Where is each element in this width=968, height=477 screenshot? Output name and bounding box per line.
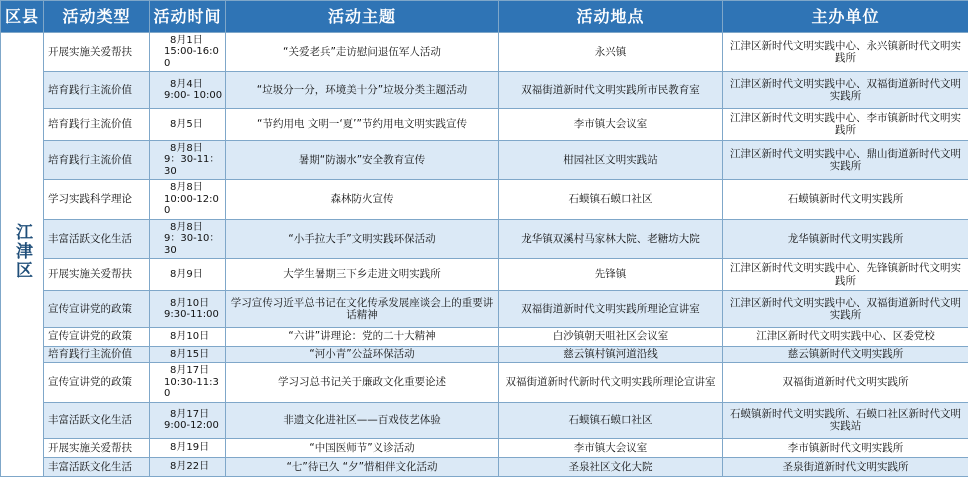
activity-date: 8月10日 [170, 297, 210, 309]
activity-date: 8月17日 [170, 365, 210, 377]
activity-location-cell: 李市镇大会议室 [499, 108, 723, 140]
activity-hours: 10:00-12:00 [164, 193, 219, 217]
activity-type-cell: 丰富活跃文化生活 [44, 402, 150, 439]
activity-date: 8月17日 [170, 408, 210, 420]
activity-location-cell: 圣泉社区文化大院 [499, 458, 723, 477]
activity-type-cell: 学习实践科学理论 [44, 180, 150, 219]
table-row [1, 259, 968, 291]
activity-location-cell: 李市镇大会议室 [499, 439, 723, 458]
activity-time-cell [150, 180, 226, 219]
organizer-cell: 李市镇新时代文明实践所 [723, 439, 968, 458]
activity-time-cell [150, 439, 226, 458]
header-organizer: 主办单位 [723, 1, 968, 33]
activity-date: 8月4日 [170, 78, 203, 90]
activity-theme-cell: “七”待已久 “夕”惜相伴文化活动 [226, 458, 499, 477]
organizer-cell: 石蟆镇新时代文明实践所、石蟆口社区新时代文明实践站 [723, 402, 968, 439]
activity-type-cell: 宣传宣讲党的政策 [44, 327, 150, 346]
activity-date: 8月5日 [170, 118, 203, 130]
activity-theme-cell: 学习习总书记关于廉政文化重要论述 [226, 363, 499, 402]
district-name: 江津区 [12, 223, 32, 280]
organizer-cell: 石蟆镇新时代文明实践所 [723, 180, 968, 219]
table-row [1, 291, 968, 328]
header-activity-theme: 活动主题 [226, 1, 499, 33]
activity-hours: 9：30-11：30 [164, 154, 220, 177]
table-row [1, 72, 968, 109]
activity-hours: 9:00- 10:00 [164, 90, 223, 102]
organizer-cell: 圣泉街道新时代文明实践所 [723, 458, 968, 477]
activity-theme-cell: 学习宣传习近平总书记在文化传承发展座谈会上的重要讲话精神 [226, 291, 499, 328]
activity-location-cell: 永兴镇 [499, 33, 723, 72]
activity-hours: 9:30-11:00 [164, 309, 219, 321]
table-row [1, 346, 968, 363]
activity-type-cell: 宣传宣讲党的政策 [44, 363, 150, 402]
activity-date: 8月19日 [170, 442, 210, 454]
table-row [1, 439, 968, 458]
header-activity-time: 活动时间 [150, 1, 226, 33]
activity-type-cell: 开展实施关爱帮扶 [44, 439, 150, 458]
activity-location-cell: 慈云镇村镇河道沿线 [499, 346, 723, 363]
activity-location-cell: 龙华镇双溪村马家林大院、老糖坊大院 [499, 219, 723, 258]
activity-location-cell: 先锋镇 [499, 259, 723, 291]
organizer-cell: 江津区新时代文明实践中心、李市镇新时代文明实践所 [723, 108, 968, 140]
activity-theme-cell: 非遗文化进社区——百戏伎艺体验 [226, 402, 499, 439]
activity-theme-cell: “关爱老兵”走访慰问退伍军人活动 [226, 33, 499, 72]
activity-time-cell [150, 33, 226, 72]
header-row [1, 1, 968, 33]
header-activity-location: 活动地点 [499, 1, 723, 33]
activity-location-cell: 双福街道新时代文明实践所市民教育室 [499, 72, 723, 109]
activity-type-cell: 培育践行主流价值 [44, 72, 150, 109]
table-row [1, 327, 968, 346]
activity-time-cell [150, 108, 226, 140]
activity-type-cell: 开展实施关爱帮扶 [44, 33, 150, 72]
organizer-cell: 江津区新时代文明实践中心、鼎山街道新时代文明实践所 [723, 141, 968, 180]
activity-date: 8月8日 [170, 182, 203, 194]
activity-hours: 15:00-16:00 [164, 46, 219, 69]
organizer-cell: 慈云镇新时代文明实践所 [723, 346, 968, 363]
table-row [1, 33, 968, 72]
organizer-cell: 江津区新时代文明实践中心、双福街道新时代文明实践所 [723, 72, 968, 109]
activity-date: 8月15日 [170, 348, 210, 360]
header-district: 区县 [1, 1, 44, 33]
activity-date: 8月8日 [170, 221, 203, 233]
table-row [1, 180, 968, 219]
activity-location-cell: 双福街道新时代文明实践所理论宣讲室 [499, 291, 723, 328]
activity-date: 8月8日 [170, 142, 203, 154]
activity-theme-cell: “小手拉大手”文明实践环保活动 [226, 219, 499, 258]
activity-hours: 9:00-12:00 [164, 420, 219, 432]
organizer-cell: 江津区新时代文明实践中心、双福街道新时代文明实践所 [723, 291, 968, 328]
activity-type-cell: 开展实施关爱帮扶 [44, 259, 150, 291]
activity-time-cell [150, 363, 226, 402]
table-row [1, 402, 968, 439]
activity-time-cell [150, 141, 226, 180]
activity-date: 8月10日 [170, 330, 210, 342]
activity-time-cell [150, 402, 226, 439]
table-row [1, 363, 968, 402]
activity-type-cell: 培育践行主流价值 [44, 141, 150, 180]
activity-time-cell [150, 72, 226, 109]
table-body [1, 33, 968, 477]
activity-time-cell [150, 259, 226, 291]
table-row [1, 108, 968, 140]
activity-theme-cell: “中国医师节”义诊活动 [226, 439, 499, 458]
table-row [1, 458, 968, 477]
activity-location-cell: 石蟆镇石蟆口社区 [499, 180, 723, 219]
activity-time-cell [150, 219, 226, 258]
activity-date: 8月9日 [170, 268, 203, 280]
table-row [1, 141, 968, 180]
activity-theme-cell: 暑期“防溺水”安全教育宣传 [226, 141, 499, 180]
activity-time-cell [150, 346, 226, 363]
activity-type-cell: 宣传宣讲党的政策 [44, 291, 150, 328]
activity-time-cell [150, 291, 226, 328]
organizer-cell: 江津区新时代文明实践中心、先锋镇新时代文明实践所 [723, 259, 968, 291]
activity-type-cell: 丰富活跃文化生活 [44, 219, 150, 258]
activity-date: 8月22日 [170, 461, 210, 473]
activity-type-cell: 培育践行主流价值 [44, 346, 150, 363]
district-cell [1, 33, 44, 477]
activity-location-cell: 柑园社区文明实践站 [499, 141, 723, 180]
activity-hours: 10:30-11:30 [164, 376, 219, 400]
activity-theme-cell: 大学生暑期三下乡走进文明实践所 [226, 259, 499, 291]
header-activity-type: 活动类型 [44, 1, 150, 33]
activity-theme-cell: “垃圾分一分，环境美十分”垃圾分类主题活动 [226, 72, 499, 109]
activity-hours: 9：30-10：30 [164, 233, 220, 256]
activity-theme-cell: “节约用电 文明一‘夏’”节约用电文明实践宣传 [226, 108, 499, 140]
activity-theme-cell: “六讲”讲理论：党的二十大精神 [226, 327, 499, 346]
organizer-cell: 双福街道新时代文明实践所 [723, 363, 968, 402]
activity-location-cell: 双福街道新时代新时代文明实践所理论宣讲室 [499, 363, 723, 402]
organizer-cell: 龙华镇新时代文明实践所 [723, 219, 968, 258]
activity-time-cell [150, 458, 226, 477]
activity-location-cell: 石蟆镇石蟆口社区 [499, 402, 723, 439]
activity-type-cell: 丰富活跃文化生活 [44, 458, 150, 477]
organizer-cell: 江津区新时代文明实践中心、永兴镇新时代文明实践所 [723, 33, 968, 72]
activity-location-cell: 白沙镇朝天咀社区会议室 [499, 327, 723, 346]
activity-date: 8月1日 [170, 34, 203, 46]
activity-type-cell: 培育践行主流价值 [44, 108, 150, 140]
activity-time-cell [150, 327, 226, 346]
activity-theme-cell: 森林防火宣传 [226, 180, 499, 219]
table-row [1, 219, 968, 258]
activity-theme-cell: “河小青”公益环保活动 [226, 346, 499, 363]
organizer-cell: 江津区新时代文明实践中心、区委党校 [723, 327, 968, 346]
